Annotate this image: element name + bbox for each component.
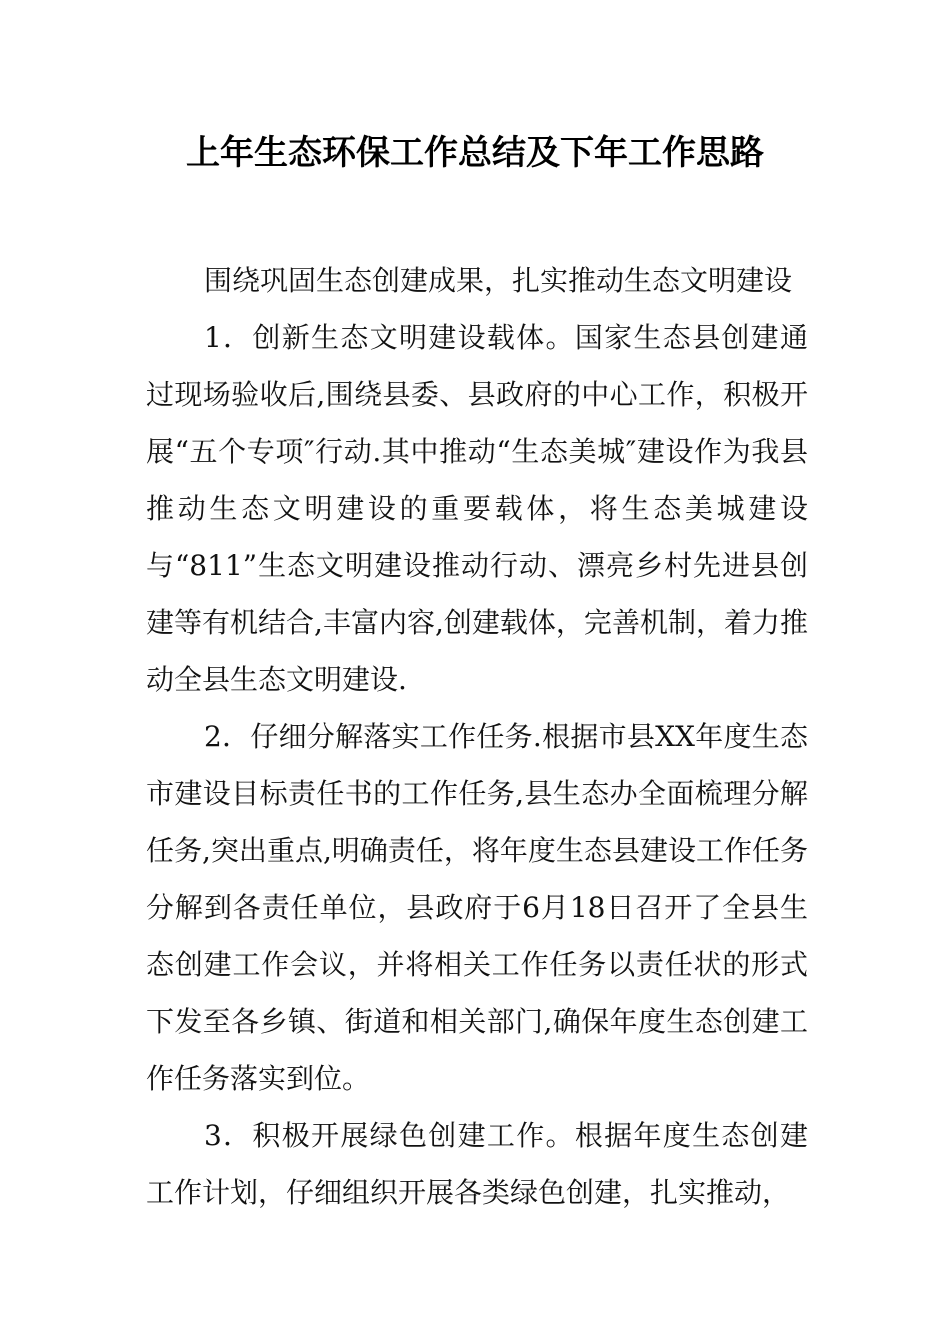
document-body <box>146 252 808 1221</box>
paragraph-heading: 围绕巩固生态创建成果，扎实推动生态文明建设 <box>204 264 793 297</box>
paragraph-item-3: 3．积极开展绿色创建工作。根据年度生态创建工作计划，仔细组织开展各类绿色创建，扎实推动， <box>146 1119 808 1209</box>
paragraph-item-2: 2．仔细分解落实工作任务.根据市县XX年度生态市建设目标责任书的工作任务,县生态办全面梳理分解任务,突出重点,明确责任，将年度生态县建设工作任务分解到各责任单位，县政府于6月18日召开了全县生态创建工作会议，并将相关工作任务以责任状的形式下发至各乡镇、街道和相关部门,确保年度生态创建工作任务落实到位。 <box>146 720 808 1095</box>
document-title: 上年生态环保工作总结及下年工作思路 <box>186 133 764 173</box>
paragraph-item-1: 1．创新生态文明建设载体。国家生态县创建通过现场验收后,围绕县委、县政府的中心工作，积极开展“五个专项″行动.其中推动“生态美城″建设作为我县推动生态文明建设的重要载体，将生态美城建设与“811”生态文明建设推动行动、漂亮乡村先进县创建等有机结合,丰富内容,创建载体，完善机制，着力推动全县生态文明建设. <box>146 321 808 696</box>
